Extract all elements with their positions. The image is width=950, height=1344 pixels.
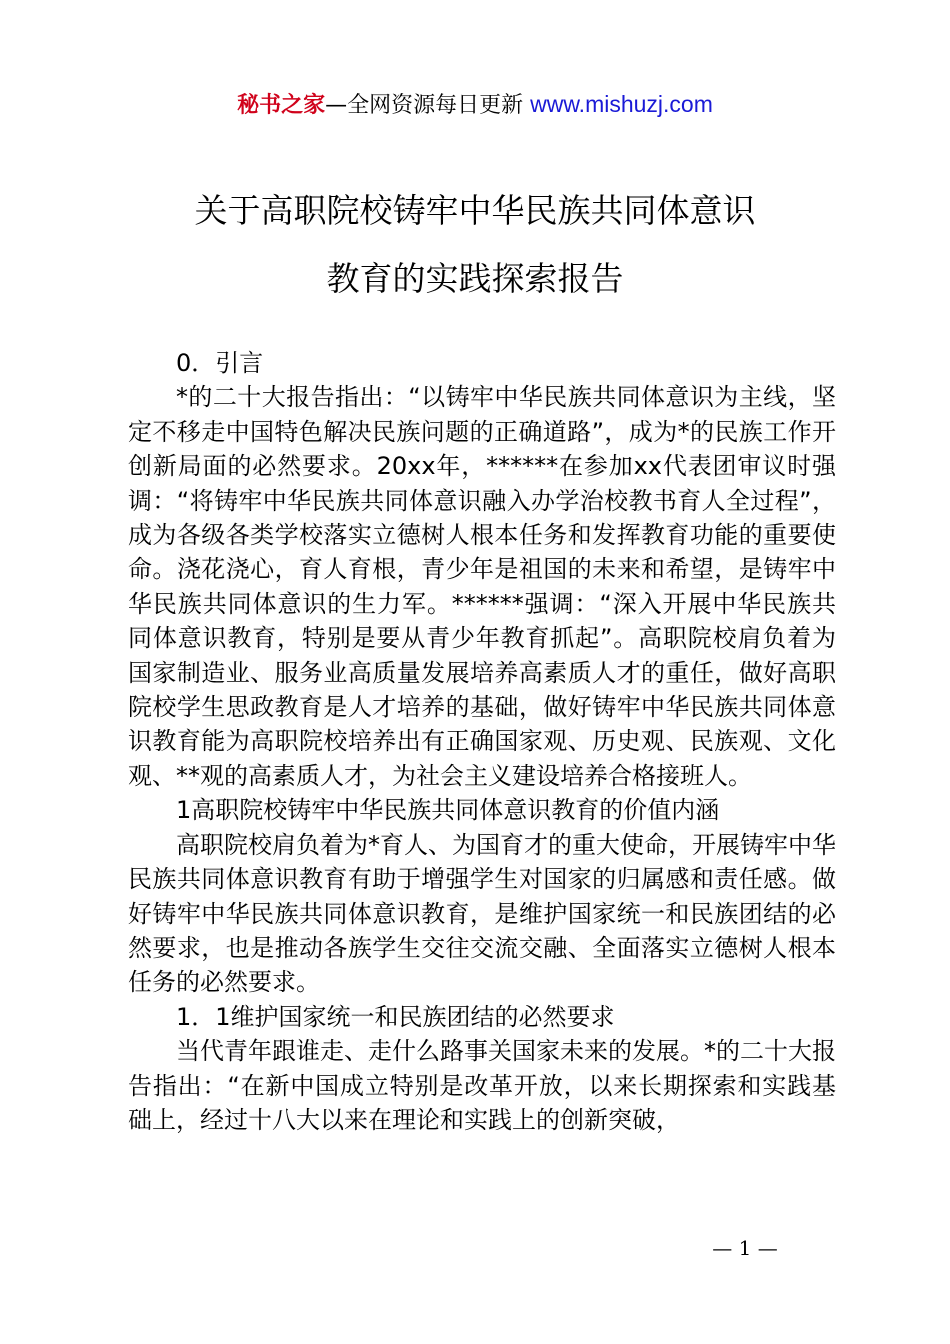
site-tagline: —全网资源每日更新 (325, 93, 531, 118)
document-body (128, 346, 836, 1137)
site-url-link[interactable]: www.mishuzj.com (530, 91, 713, 117)
site-brand: 秘书之家 (237, 93, 326, 118)
paragraph: 高职院校肩负着为*育人、为国育才的重大使命，开展铸牢中华民族共同体意识教育有助于增强学生对国家的归属感和责任感。做好铸牢中华民族共同体意识教育，是维护国家统一和民族团结的必然要求，也是推动各族学生交往交流交融、全面落实立德树人根本任务的必然要求。 (128, 830, 836, 997)
document-title-line-1: 关于高职院校铸牢中华民族共同体意识 (194, 191, 756, 230)
section-heading-intro: 0．引言 (176, 349, 264, 377)
section-heading-1: 1高职院校铸牢中华民族共同体意识教育的价值内涵 (176, 796, 720, 825)
site-header (0, 88, 950, 122)
page-number: — 1 — (712, 1236, 778, 1260)
paragraph: *的二十大报告指出：“以铸牢中华民族共同体意识为主线，坚定不移走中国特色解决民族问题的正确道路”，成为*的民族工作开创新局面的必然要求。20xx年，******在参加xx代表团审议时强调：“将铸牢中华民族共同体意识融入办学治校教书育人全过程”，成为各级各类学校落实立德树人根本任务和发挥教育功能的重要使命。浇花浇心，育人育根，青少年是祖国的未来和希望，是铸牢中华民族共同体意识的生力军。******强调：“深入开展中华民族共同体意识教育，特别是要从青少年教育抓起”。高职院校肩负着为国家制造业、服务业高质量发展培养高素质人才的重任，做好高职院校学生思政教育是人才培养的基础，做好铸牢中华民族共同体意识教育能为高职院校培养出有正确国家观、历史观、民族观、文化观、**观的高素质人才，为社会主义建设培养合格接班人。 (128, 383, 836, 790)
document-title-line-2: 教育的实践探索报告 (326, 259, 624, 298)
paragraph: 当代青年跟谁走、走什么路事关国家未来的发展。*的二十大报告指出：“在新中国成立特别是改革开放，以来长期探索和实践基础上，经过十八大以来在理论和实践上的创新突破， (128, 1037, 836, 1134)
section-heading-1-1: 1．1维护国家统一和民族团结的必然要求 (176, 1002, 615, 1031)
